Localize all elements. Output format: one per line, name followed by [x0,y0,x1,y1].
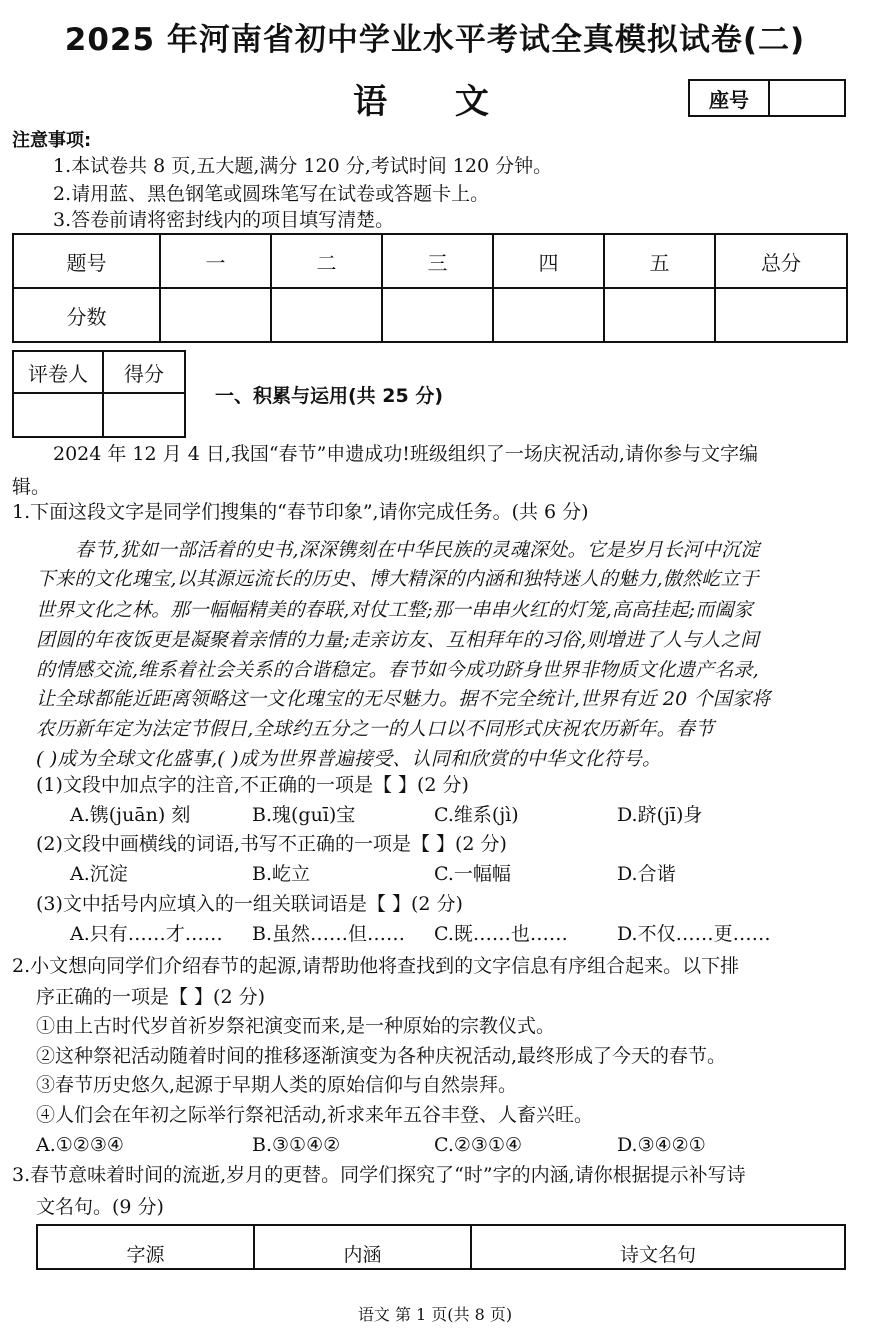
passage-line: 下来的文化瑰宝,以其源远流长的历史、博大精深的内涵和独特迷人的魅力,傲然屹立于 [36,568,759,590]
passage-line: 团圆的年夜饭更是凝聚着亲情的力量;走亲访友、互相拜年的习俗,则增进了人与人之间 [36,629,760,651]
intro-line: 2024 年 12 月 4 日,我国“春节”申遗成功!班级组织了一场庆祝活动,请你参与文字编 [53,443,758,465]
grader-cell[interactable] [13,393,103,437]
score-cell[interactable] [604,288,715,342]
grader-label: 评卷人 [13,351,103,393]
score-cell[interactable] [271,288,382,342]
score-label: 得分 [103,351,185,393]
question-3-stem: 3.春节意味着时间的流逝,岁月的更替。同学们探究了“时”字的内涵,请你根据提示补写诗 [12,1164,746,1186]
notice-heading: 注意事项: [12,130,92,151]
score-header-cell: 四 [493,234,604,288]
question-1-sub-3: (3)文中括号内应填入的一组关联词语是【 】(2 分) [36,893,463,915]
passage-line: ( )成为全球文化盛事,( )成为世界普遍接受、认同和欣赏的中华文化符号。 [36,748,662,770]
score-value-cell[interactable] [103,393,185,437]
question-1-sub-2: (2)文段中画横线的词语,书写不正确的一项是【 】(2 分) [36,833,507,855]
score-table [12,233,848,343]
exam-title: 2025 年河南省初中学业水平考试全真模拟试卷(二) [64,22,806,58]
score-header-cell: 题号 [13,234,160,288]
score-header-cell: 总分 [715,234,847,288]
poem-table-header: 内涵 [254,1225,471,1269]
q2-item: ②这种祭祀活动随着时间的推移逐渐演变为各种庆祝活动,最终形成了今天的春节。 [36,1045,727,1067]
option-a[interactable]: A.只有……才…… [70,923,223,945]
q2-item: ④人们会在年初之际举行祭祀活动,祈求来年五谷丰登、人畜兴旺。 [36,1104,594,1126]
option-c[interactable]: C.②③①④ [434,1134,523,1156]
score-header-cell: 三 [382,234,493,288]
option-b[interactable]: B.瑰(guī)宝 [252,804,356,826]
score-cell[interactable] [382,288,493,342]
question-3-stem: 文名句。(9 分) [36,1196,164,1218]
subject-title: 语 文 [353,82,517,122]
score-header-cell: 二 [271,234,382,288]
option-b[interactable]: B.屹立 [252,863,311,885]
option-a[interactable]: A.镌(juān) 刻 [70,804,191,826]
page-footer: 语文 第 1 页(共 8 页) [357,1305,513,1324]
score-cell[interactable] [160,288,271,342]
q2-item: ③春节历史悠久,起源于早期人类的原始信仰与自然崇拜。 [36,1074,518,1096]
option-b[interactable]: B.③①④② [252,1134,341,1156]
grader-table [12,350,186,438]
q2-item: ①由上古时代岁首祈岁祭祀演变而来,是一种原始的宗教仪式。 [36,1015,556,1037]
passage-line: 农历新年定为法定节假日,全球约五分之一的人口以不同形式庆祝农历新年。春节 [36,718,715,740]
seat-number-box [688,79,846,117]
option-d[interactable]: D.不仅……更…… [617,923,771,945]
poem-table-header: 诗文名句 [471,1225,845,1269]
score-cell[interactable] [493,288,604,342]
passage-line: 春节,犹如一部活着的史书,深深镌刻在中华民族的灵魂深处。它是岁月长河中沉淀 [75,539,760,561]
intro-line: 辑。 [12,476,51,498]
question-1-stem: 1.下面这段文字是同学们搜集的“春节印象”,请你完成任务。(共 6 分) [12,501,589,523]
poem-table [36,1224,846,1270]
notice-item-2: 2.请用蓝、黑色钢笔或圆珠笔写在试卷或答题卡上。 [53,183,490,205]
option-d[interactable]: D.③④②① [617,1134,706,1156]
seat-number-label: 座号 [690,81,770,115]
notice-item-3: 3.答卷前请将密封线内的项目填写清楚。 [53,209,395,231]
option-a[interactable]: A.沉淀 [70,863,128,885]
score-cell[interactable] [715,288,847,342]
passage-line: 世界文化之林。那一幅幅精美的春联,对仗工整;那一串串火红的灯笼,高高挂起;而阖家 [36,599,753,621]
question-1-sub-1: (1)文段中加点字的注音,不正确的一项是【 】(2 分) [36,774,469,796]
section-title: 一、积累与运用(共 25 分) [215,385,444,407]
passage-line: 让全球都能近距离领略这一文化瑰宝的无尽魅力。据不完全统计,世界有近 20 个国家将 [36,688,771,710]
question-2-stem: 序正确的一项是【 】(2 分) [36,986,265,1008]
notice-item-1: 1.本试卷共 8 页,五大题,满分 120 分,考试时间 120 分钟。 [53,155,553,177]
passage-line: 的情感交流,维系着社会关系的合谐稳定。春节如今成功跻身世界非物质文化遗产名录, [36,659,759,681]
score-header-cell: 一 [160,234,271,288]
option-a[interactable]: A.①②③④ [36,1134,124,1156]
option-d[interactable]: D.合谐 [617,863,676,885]
question-2-stem: 2.小文想向同学们介绍春节的起源,请帮助他将查找到的文字信息有序组合起来。以下排 [12,955,740,977]
score-row-label: 分数 [13,288,160,342]
poem-table-header: 字源 [37,1225,254,1269]
option-d[interactable]: D.跻(jī)身 [617,804,703,826]
seat-number-field[interactable] [770,81,844,115]
score-header-cell: 五 [604,234,715,288]
option-c[interactable]: C.维系(jì) [434,804,519,826]
option-c[interactable]: C.既……也…… [434,923,568,945]
option-b[interactable]: B.虽然……但…… [252,923,406,945]
option-c[interactable]: C.一幅幅 [434,863,511,885]
